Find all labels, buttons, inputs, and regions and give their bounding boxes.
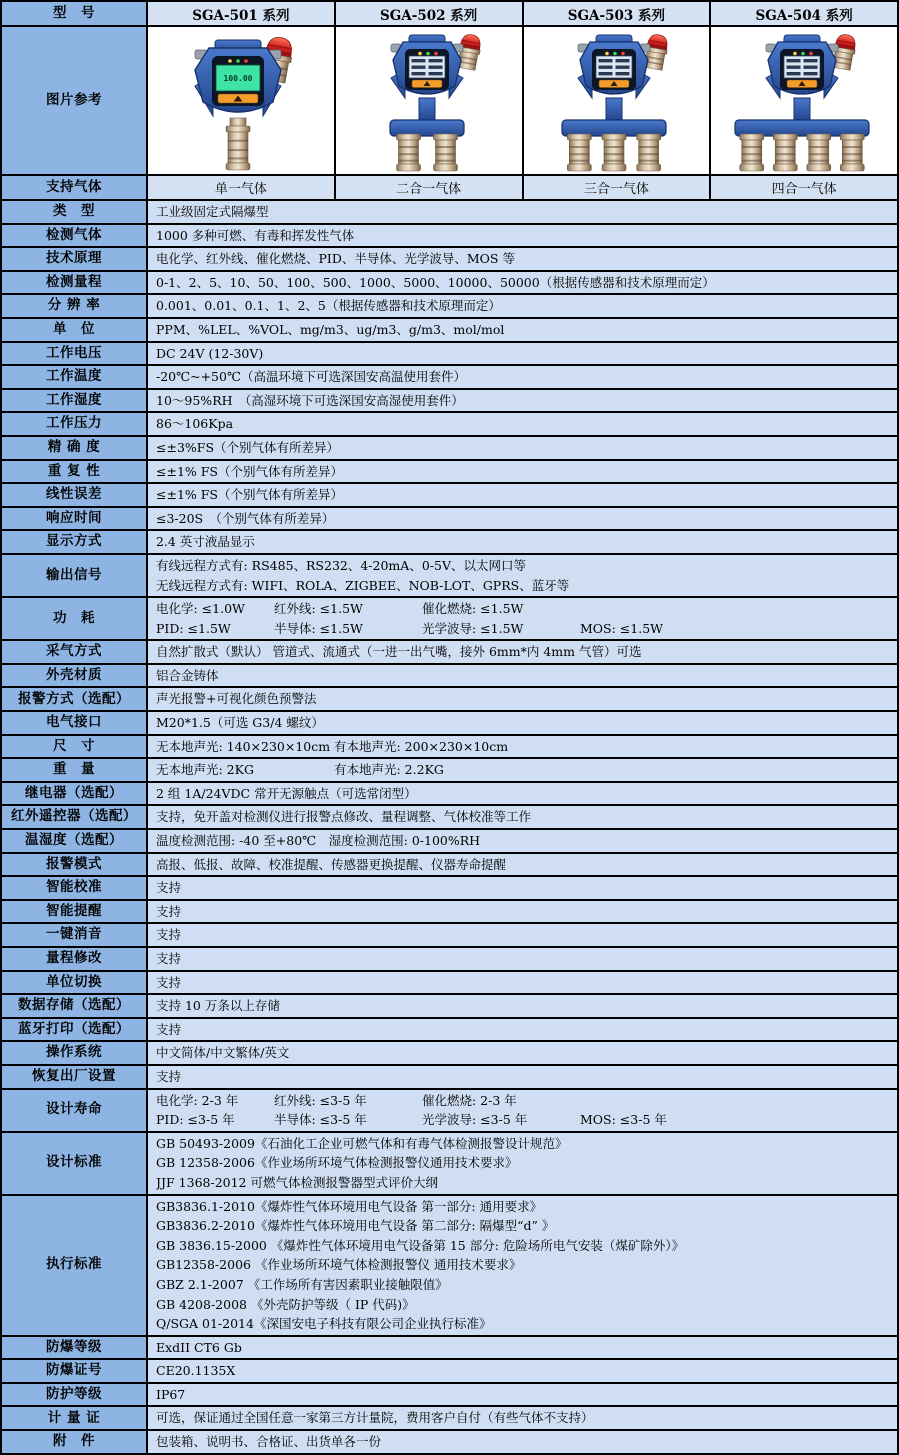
spec-row <box>2 598 897 641</box>
value-segment: 无本地声光: 2KG <box>156 762 254 778</box>
value-segment: PID: ≤1.5W <box>156 620 231 636</box>
spec-row <box>2 390 897 414</box>
value-segment: 半导体: ≤1.5W <box>274 620 363 636</box>
spec-label: 报警模式 <box>2 854 148 876</box>
spec-label: 检测量程 <box>2 272 148 294</box>
status-led-icons <box>606 51 626 55</box>
spec-row <box>2 272 897 296</box>
spec-value <box>148 948 897 970</box>
spec-row <box>2 1407 897 1431</box>
sensor-cylinder <box>433 134 457 171</box>
spec-label: 重 复 性 <box>2 461 148 483</box>
spec-label: 显示方式 <box>2 531 148 553</box>
gas-detector-illustration <box>714 30 894 172</box>
spec-row <box>2 248 897 272</box>
spec-row <box>2 508 897 532</box>
value-line: PPM、%LEL、%VOL、mg/m3、ug/m3、g/m3、mol/mol <box>156 321 505 337</box>
supported-gas-label: 支持气体 <box>2 176 148 199</box>
value-line <box>156 1110 897 1130</box>
value-line: Q/SGA 01-2014《深国安电子科技有限公司企业执行标准》 <box>156 1316 492 1332</box>
spec-label: 单位切换 <box>2 972 148 994</box>
spec-value <box>148 319 897 341</box>
value-line: 2.4 英寸液晶显示 <box>156 534 255 550</box>
spec-value <box>148 437 897 459</box>
spec-value <box>148 783 897 805</box>
spec-row <box>2 225 897 249</box>
spec-label: 计 量 证 <box>2 1407 148 1429</box>
spec-row <box>2 759 897 783</box>
spec-row <box>2 995 897 1019</box>
spec-label: 防护等级 <box>2 1384 148 1406</box>
spec-label: 智能校准 <box>2 877 148 899</box>
spec-value <box>148 248 897 270</box>
value-segment: 无本地声光: 140×230×10cm <box>156 738 331 754</box>
value-line <box>156 619 897 639</box>
value-line: 1000 多种可燃、有毒和挥发性气体 <box>156 227 355 243</box>
spec-row <box>2 712 897 736</box>
spec-value <box>148 484 897 506</box>
spec-label: 工作电压 <box>2 343 148 365</box>
image-row <box>2 27 897 176</box>
spec-value <box>148 225 897 247</box>
value-line: 86～106Kpa <box>156 416 234 432</box>
spec-value <box>148 413 897 435</box>
spec-value <box>148 1066 897 1088</box>
value-line: DC 24V (12-30V) <box>156 345 264 361</box>
spec-label: 功 耗 <box>2 598 148 639</box>
value-line: 支持 <box>156 1021 182 1037</box>
spec-label: 输出信号 <box>2 555 148 596</box>
value-line: 支持，免开盖对检测仪进行报警点修改、量程调整、气体校准等工作 <box>156 809 532 825</box>
value-segment: 红外线: ≤1.5W <box>274 601 363 617</box>
spec-value <box>148 995 897 1017</box>
product-image-sga504 <box>711 27 897 174</box>
spec-value <box>148 1337 897 1359</box>
spec-label: 温湿度（选配） <box>2 830 148 852</box>
spec-value <box>148 531 897 553</box>
value-segment: 光学波导: ≤3-5 年 <box>422 1112 528 1128</box>
value-line: GB3836.2-2010《爆炸性气体环境用电气设备 第二部分: 隔爆型“d” 》 <box>156 1218 555 1234</box>
spec-value <box>148 736 897 758</box>
spec-value <box>148 390 897 412</box>
spec-value <box>148 1407 897 1429</box>
value-line: 支持 <box>156 880 182 896</box>
value-line: 包装箱、说明书、合格证、出货单各一份 <box>156 1434 382 1450</box>
model-name-sga504: SGA-504 系列 <box>711 2 897 25</box>
value-line <box>156 599 897 619</box>
value-line: ExdII CT6 Gb <box>156 1339 242 1355</box>
spec-value <box>148 343 897 365</box>
spec-row <box>2 948 897 972</box>
spec-label: 恢复出厂设置 <box>2 1066 148 1088</box>
value-line: 工业级固定式隔爆型 <box>156 204 269 219</box>
spec-label: 工作湿度 <box>2 390 148 412</box>
spec-label: 外壳材质 <box>2 665 148 687</box>
product-image-sga502 <box>336 27 524 174</box>
spec-value <box>148 688 897 710</box>
spec-value <box>148 1431 897 1453</box>
status-led-icons <box>418 51 438 55</box>
value-line: 支持 10 万条以上存储 <box>156 998 280 1014</box>
value-segment: MOS: ≤3-5 年 <box>580 1112 667 1128</box>
spec-label: 尺 寸 <box>2 736 148 758</box>
gas-type-2in1: 二合一气体 <box>336 176 524 199</box>
spec-row <box>2 1066 897 1090</box>
value-line <box>156 760 897 780</box>
spec-label: 蓝牙打印（选配） <box>2 1019 148 1041</box>
value-line: 0-1、2、5、10、50、100、500、1000、5000、10000、50000（根据传感器和技术原理而定） <box>156 274 715 290</box>
spec-rows <box>2 201 897 1453</box>
spec-value <box>148 1196 897 1335</box>
spec-label: 继电器（选配） <box>2 783 148 805</box>
value-line: 电化学、红外线、催化燃烧、PID、半导体、光学波导、MOS 等 <box>156 251 515 267</box>
spec-label: 红外遥控器（选配） <box>2 806 148 828</box>
spec-label: 类 型 <box>2 201 148 223</box>
spec-value <box>148 461 897 483</box>
spec-label: 一键消音 <box>2 924 148 946</box>
value-segment: 有本地声光: 200×230×10cm <box>334 738 509 754</box>
gas-detector-illustration <box>526 30 706 172</box>
spec-row <box>2 1090 897 1133</box>
value-line: M20*1.5（可选 G3/4 螺纹） <box>156 715 324 731</box>
sensor-cylinder <box>740 134 764 171</box>
value-line: ≤3-20S （个别气体有所差异） <box>156 510 335 526</box>
value-line: GB12358-2006 《作业场所环境气体检测报警仪 通用技术要求》 <box>156 1257 522 1273</box>
spec-value <box>148 854 897 876</box>
value-line: 可选，保证通过全国任意一家第三方计量院，费用客户自付（有些气体不支持） <box>156 1410 594 1426</box>
spec-value <box>148 830 897 852</box>
image-row-label: 图片参考 <box>2 27 148 174</box>
value-segment: 催化燃烧: 2-3 年 <box>422 1092 517 1108</box>
spec-row <box>2 901 897 925</box>
model-row <box>2 2 897 27</box>
model-name-sga503: SGA-503 系列 <box>524 2 712 25</box>
spec-value <box>148 1360 897 1382</box>
value-segment: 电化学: 2-3 年 <box>156 1092 239 1108</box>
spec-label: 数据存储（选配） <box>2 995 148 1017</box>
svg-text:100.00: 100.00 <box>223 73 253 83</box>
spec-row <box>2 854 897 878</box>
spec-row <box>2 924 897 948</box>
gas-detector-illustration <box>339 30 519 172</box>
spec-row <box>2 437 897 461</box>
value-line: 有线远程方式有: RS485、RS232、4-20mA、0-5V、以太网口等 <box>156 557 526 573</box>
spec-row <box>2 343 897 367</box>
spec-label: 线性误差 <box>2 484 148 506</box>
sensor-cylinder <box>602 134 626 171</box>
spec-row <box>2 877 897 901</box>
value-line: JJF 1368-2012 可燃气体检测报警器型式评价大纲 <box>156 1174 438 1190</box>
spec-label: 技术原理 <box>2 248 148 270</box>
spec-value <box>148 665 897 687</box>
value-line: CE20.1135X <box>156 1363 236 1379</box>
value-line: 支持 <box>156 903 182 919</box>
value-line: 自然扩散式（默认） 管道式、流通式（一进一出气嘴，接外 6mm*内 4mm 气管）可选 <box>156 644 642 660</box>
value-line: 10～95%RH （高湿环境下可选深国安高湿使用套件） <box>156 392 464 408</box>
spec-row <box>2 830 897 854</box>
spec-label: 检测气体 <box>2 225 148 247</box>
spec-label: 报警方式（选配） <box>2 688 148 710</box>
value-segment: PID: ≤3-5 年 <box>156 1112 235 1128</box>
spec-row <box>2 555 897 598</box>
value-line <box>156 737 897 757</box>
value-line: 高报、低报、故障、校准提醒、传感器更换提醒、仪器寿命提醒 <box>156 856 507 872</box>
spec-row <box>2 1337 897 1361</box>
spec-value <box>148 366 897 388</box>
spec-label: 工作压力 <box>2 413 148 435</box>
spec-row <box>2 1133 897 1196</box>
spec-label: 重 量 <box>2 759 148 781</box>
sensor-cylinder <box>568 134 592 171</box>
spec-label: 单 位 <box>2 319 148 341</box>
spec-row <box>2 972 897 996</box>
value-line: -20℃~+50℃（高温环境下可选深国安高温使用套件） <box>156 369 466 385</box>
product-image-sga501 <box>148 27 336 174</box>
value-line: 支持 <box>156 1068 182 1084</box>
value-segment: 光学波导: ≤1.5W <box>422 620 524 636</box>
gas-type-single: 单一气体 <box>148 176 336 199</box>
value-segment: MOS: ≤1.5W <box>580 620 663 636</box>
value-line: 铝合金铸体 <box>156 667 219 683</box>
spec-value <box>148 1090 897 1131</box>
spec-row <box>2 531 897 555</box>
spec-value <box>148 272 897 294</box>
spec-value <box>148 901 897 923</box>
spec-value <box>148 1019 897 1041</box>
product-image-sga503 <box>524 27 712 174</box>
spec-value <box>148 806 897 828</box>
spec-label: 设计寿命 <box>2 1090 148 1131</box>
value-line: 声光报警+可视化颜色预警法 <box>156 691 317 707</box>
spec-row <box>2 806 897 830</box>
value-segment: 半导体: ≤3-5 年 <box>274 1112 367 1128</box>
spec-label: 响应时间 <box>2 508 148 530</box>
gas-type-4in1: 四合一气体 <box>711 176 897 199</box>
value-line: 中文简体/中文繁体/英文 <box>156 1045 290 1061</box>
spec-label: 附 件 <box>2 1431 148 1453</box>
spec-row <box>2 1019 897 1043</box>
spec-row <box>2 1384 897 1408</box>
spec-label: 执行标准 <box>2 1196 148 1335</box>
value-line: 0.001、0.01、0.1、1、2、5（根据传感器和技术原理而定） <box>156 298 501 314</box>
spec-row <box>2 1196 897 1337</box>
spec-value <box>148 508 897 530</box>
spec-row <box>2 688 897 712</box>
model-name-sga502: SGA-502 系列 <box>336 2 524 25</box>
value-line: 支持 <box>156 951 182 966</box>
status-led-icons <box>228 59 248 63</box>
value-line: IP67 <box>156 1386 186 1402</box>
value-segment: 电化学: ≤1.0W <box>156 601 245 617</box>
value-line: 温度检测范围: -40 至+80℃ 湿度检测范围: 0-100%RH <box>156 833 481 849</box>
spec-row <box>2 1360 897 1384</box>
sensor-cylinder <box>226 126 250 170</box>
spec-value <box>148 972 897 994</box>
value-line: GB 4208-2008 《外壳防护等级（ IP 代码)》 <box>156 1296 415 1312</box>
value-segment: 催化燃烧: ≤1.5W <box>422 601 524 617</box>
supported-gas-row <box>2 176 897 201</box>
spec-row <box>2 295 897 319</box>
spec-label: 防爆证号 <box>2 1360 148 1382</box>
spec-value <box>148 759 897 781</box>
model-row-label: 型 号 <box>2 2 148 25</box>
spec-label: 设计标准 <box>2 1133 148 1194</box>
status-led-icons <box>793 51 813 55</box>
spec-label: 精 确 度 <box>2 437 148 459</box>
gas-type-3in1: 三合一气体 <box>524 176 712 199</box>
spec-value <box>148 598 897 639</box>
spec-row <box>2 319 897 343</box>
value-segment: 红外线: ≤3-5 年 <box>274 1092 367 1108</box>
spec-row <box>2 413 897 437</box>
value-line: GB3836.1-2010《爆炸性气体环境用电气设备 第一部分: 通用要求》 <box>156 1198 543 1214</box>
model-name-sga501: SGA-501 系列 <box>148 2 336 25</box>
value-line: ≤±1% FS（个别气体有所差异） <box>156 463 343 479</box>
spec-value <box>148 201 897 223</box>
spec-value <box>148 1384 897 1406</box>
spec-value <box>148 712 897 734</box>
spec-value <box>148 555 897 596</box>
spec-value <box>148 641 897 663</box>
spec-value <box>148 1133 897 1194</box>
sensor-cylinder <box>773 134 797 171</box>
spec-value <box>148 1042 897 1064</box>
value-line: GB 12358-2006《作业场所环境气体检测报警仪通用技术要求》 <box>156 1155 518 1171</box>
value-line: 支持 <box>156 974 182 990</box>
spec-value <box>148 295 897 317</box>
value-line: GBZ 2.1-2007 《工作场所有害因素职业接触限值》 <box>156 1276 448 1292</box>
sensor-cylinder <box>396 134 420 171</box>
gas-detector-illustration <box>151 30 331 172</box>
value-line <box>156 1091 897 1111</box>
value-line: 支持 <box>156 927 182 943</box>
value-line: ≤±3%FS（个别气体有所差异） <box>156 439 340 455</box>
spec-row <box>2 201 897 225</box>
value-line: ≤±1% FS（个别气体有所差异） <box>156 487 343 503</box>
spec-value <box>148 877 897 899</box>
spec-label: 防爆等级 <box>2 1337 148 1359</box>
spec-label: 工作温度 <box>2 366 148 388</box>
spec-row <box>2 641 897 665</box>
sensor-cylinder <box>807 134 831 171</box>
spec-label: 电气接口 <box>2 712 148 734</box>
spec-label: 采气方式 <box>2 641 148 663</box>
value-segment: 有本地声光: 2.2KG <box>334 762 444 778</box>
spec-row <box>2 1042 897 1066</box>
spec-value <box>148 924 897 946</box>
spec-row <box>2 736 897 760</box>
spec-label: 分 辨 率 <box>2 295 148 317</box>
spec-row <box>2 461 897 485</box>
spec-label: 智能提醒 <box>2 901 148 923</box>
spec-label: 操作系统 <box>2 1042 148 1064</box>
value-line: GB 50493-2009《石油化工企业可燃气体和有毒气体检测报警设计规范》 <box>156 1135 568 1151</box>
spec-row <box>2 366 897 390</box>
spec-row <box>2 484 897 508</box>
sensor-cylinder <box>840 134 864 171</box>
sensor-cylinder <box>637 134 661 171</box>
spec-row <box>2 783 897 807</box>
value-line: GB 3836.15-2000 《爆炸性气体环境用电气设备第 15 部分: 危险场所电气安装（煤矿除外）》 <box>156 1237 685 1253</box>
value-line: 2 组 1A/24VDC 常开无源触点（可选常闭型） <box>156 785 417 801</box>
spec-label: 量程修改 <box>2 948 148 970</box>
spec-row <box>2 1431 897 1453</box>
spec-row <box>2 665 897 689</box>
value-line: 无线远程方式有: WIFI、ROLA、ZIGBEE、NOB-LOT、GPRS、蓝牙等 <box>156 577 570 593</box>
